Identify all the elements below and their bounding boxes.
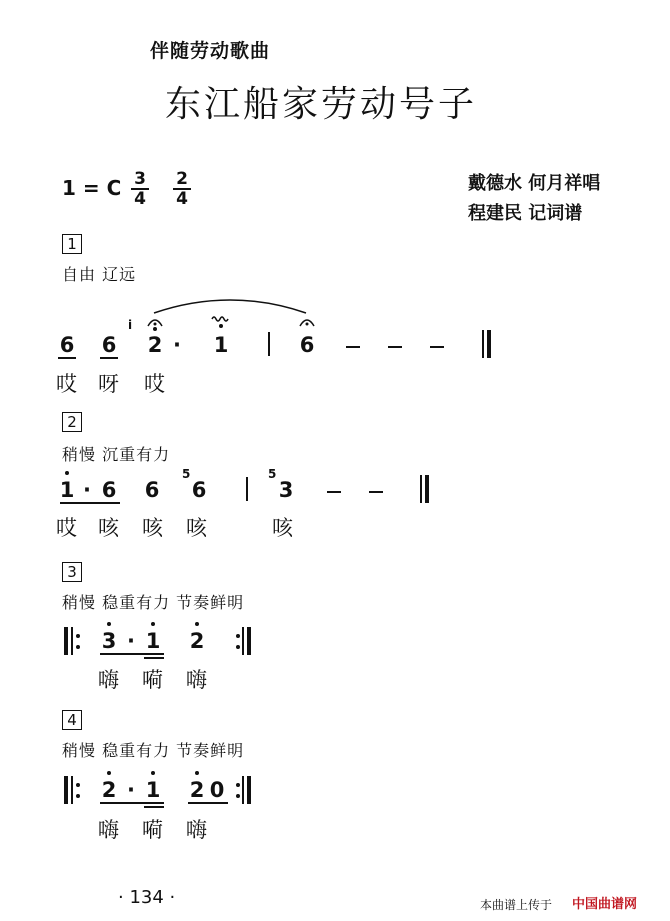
song-subtitle: 伴随劳动歌曲 [150,40,271,62]
note: 6 [101,333,117,357]
rest: 0 [209,778,225,802]
high-octave-dot [151,622,155,626]
note: 6 [101,478,117,502]
note: 2 [189,629,205,653]
site-logo[interactable]: 中国曲谱网 [572,897,638,912]
lyric: 咳 [142,516,163,540]
time-sig-bottom: 4 [176,189,188,209]
note: 6 [59,333,75,357]
repeat-start-thin [71,776,73,804]
high-octave-dot [107,622,111,626]
lyric: 嗨 [186,818,207,842]
section-number-2: 2 [62,412,82,432]
sixteenth-underline [144,806,164,808]
final-bar-thick [425,475,429,503]
lyric: 嗨 [98,668,119,692]
grace-note: 5 [182,467,191,481]
tempo-marking-3: 稍慢 稳重有力 节奏鲜明 [62,593,245,612]
repeat-end-thick [247,776,251,804]
note: 6 [191,478,207,502]
note: 1 [145,629,161,653]
note: 3 [278,478,294,502]
repeat-end-thin [242,776,244,804]
dot-extension: · [127,629,135,653]
lyric: 嗬 [142,818,163,842]
repeat-start-thick [64,776,68,804]
lyric: 嗨 [186,668,207,692]
note: 2 [147,333,163,357]
eighth-underline [60,502,120,504]
repeat-dot [76,645,80,649]
note: 1 [213,333,229,357]
fermata-icon [298,314,316,328]
final-bar-thick [487,330,491,358]
grace-note: i [128,318,133,332]
dot-extension: · [127,778,135,802]
note: 2 [101,778,117,802]
section-number-3: 3 [62,562,82,582]
fermata-icon [146,314,164,328]
time-sig-top: 2 [176,169,188,189]
sixteenth-underline [144,657,164,659]
credit-transcribers: 程建民 记词谱 [468,203,583,224]
note: 6 [299,333,315,357]
extension-dash [430,346,444,348]
lyric: 哎 [56,372,77,396]
section-number-1: 1 [62,234,82,254]
lyric: 呀 [98,372,119,396]
eighth-underline [100,357,118,359]
tempo-marking-4: 稍慢 稳重有力 节奏鲜明 [62,741,245,760]
dot-extension: · [83,478,91,502]
note: 2 [189,778,205,802]
high-octave-dot [195,771,199,775]
note: 1 [145,778,161,802]
high-octave-dot [65,471,69,475]
song-title: 东江船家劳动号子 [165,84,478,125]
key-signature: 1 = C [62,176,122,200]
repeat-dot [76,794,80,798]
dot-extension: · [173,333,181,357]
extension-dash [346,346,360,348]
final-bar-thin [482,330,484,358]
eighth-underline [58,357,76,359]
repeat-start-thick [64,627,68,655]
upload-notice: 本曲谱上传于 [480,898,553,912]
eighth-underline [100,653,164,655]
repeat-dot [236,645,240,649]
repeat-end-thin [242,627,244,655]
page-number: · 134 · [118,887,176,908]
lyric: 嗬 [142,668,163,692]
repeat-start-thin [71,627,73,655]
eighth-underline [188,802,228,804]
time-signature-2-4 [172,170,192,208]
bar-line [246,477,248,501]
lyric: 嗨 [98,818,119,842]
repeat-end-thick [247,627,251,655]
bar-line [268,332,270,356]
note: 6 [144,478,160,502]
repeat-dot [76,783,80,787]
lyric: 咳 [272,516,293,540]
slur-arc [150,293,310,315]
section-number-4: 4 [62,710,82,730]
lyric: 哎 [56,516,77,540]
note: 1 [59,478,75,502]
repeat-dot [236,634,240,638]
time-signature-3-4 [130,170,150,208]
repeat-dot [236,794,240,798]
lyric: 哎 [144,372,165,396]
lyric: 咳 [186,516,207,540]
final-bar-thin [420,475,422,503]
tempo-marking-1: 自由 辽远 [62,265,137,284]
extension-dash [369,491,383,493]
credit-singers: 戴德水 何月祥唱 [468,173,601,194]
note: 3 [101,629,117,653]
grace-note: 5 [268,467,277,481]
high-octave-dot [107,771,111,775]
high-octave-dot [153,327,157,331]
high-octave-dot [151,771,155,775]
time-sig-top: 3 [134,169,146,189]
eighth-underline [100,802,164,804]
extension-dash [327,491,341,493]
extension-dash [388,346,402,348]
time-sig-bottom: 4 [134,189,146,209]
high-octave-dot [219,324,223,328]
lyric: 咳 [98,516,119,540]
high-octave-dot [195,622,199,626]
repeat-dot [76,634,80,638]
trill-icon [211,314,229,322]
repeat-dot [236,783,240,787]
tempo-marking-2: 稍慢 沉重有力 [62,445,171,464]
